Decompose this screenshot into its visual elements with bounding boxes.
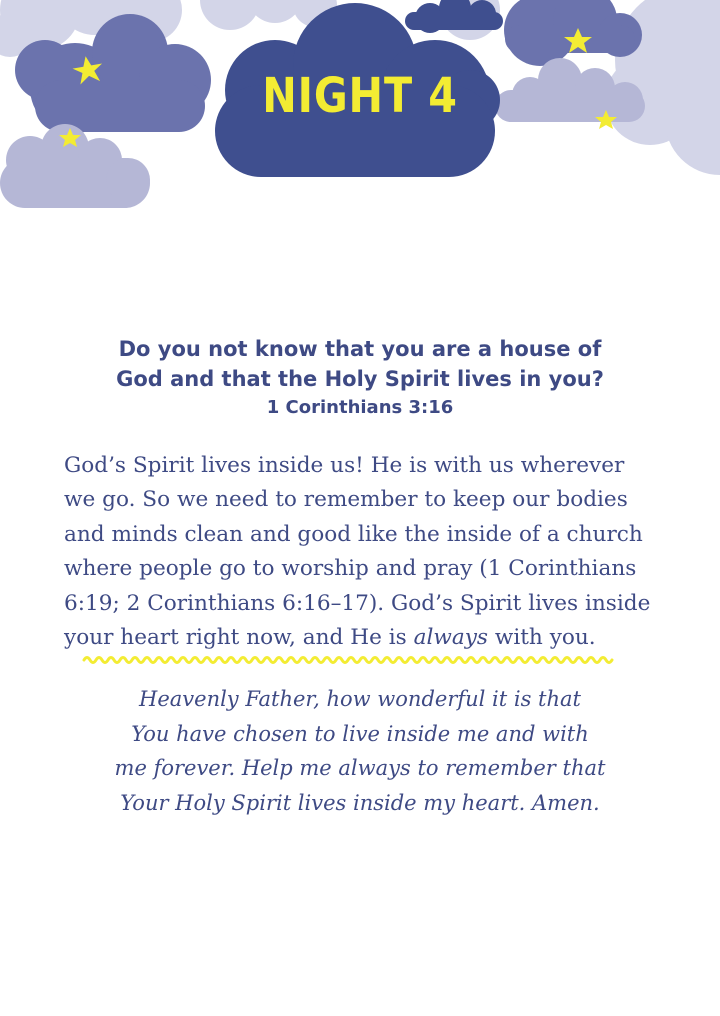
emphasis-word: always	[413, 625, 488, 651]
devotion-line: 6:19; 2 Corinthians 6:16–17). God’s Spirit lives inside	[64, 590, 651, 616]
devotion-line-last	[64, 621, 664, 655]
devotion-line: we go. So we need to remember to keep our bodies	[64, 487, 628, 513]
verse-line: God and that the Holy Spirit lives in you?	[116, 367, 604, 391]
prayer-line: You have chosen to live inside me and with	[131, 721, 589, 746]
night-header	[0, 0, 720, 230]
cloud-dark-small	[405, 0, 503, 33]
page-title: NIGHT 4	[262, 68, 458, 124]
scripture-verse	[60, 334, 660, 422]
devotion-line: where people go to worship and pray (1 Corinthians	[64, 556, 637, 582]
devotion-text	[64, 449, 664, 655]
devotion-line: and minds clean and good like the inside of a church	[64, 521, 643, 547]
prayer-line: Heavenly Father, how wonderful it is that	[139, 687, 581, 711]
cloud-mid-topright	[504, 0, 642, 66]
verse-line: Do you not know that you are a house of	[118, 337, 602, 361]
prayer-line: me forever. Help me always to remember that	[114, 756, 606, 780]
verse-reference: 1 Corinthians 3:16	[266, 397, 454, 418]
devotion-text-segment: your heart right now, and He is	[64, 625, 414, 651]
devotion-text-segment: with you.	[488, 625, 596, 651]
wavy-divider	[82, 652, 617, 668]
prayer-line: Your Holy Spirit lives inside my heart. Amen.	[120, 790, 600, 815]
prayer-text	[60, 682, 660, 820]
devotion-line: God’s Spirit lives inside us! He is with us wherever	[64, 453, 625, 478]
